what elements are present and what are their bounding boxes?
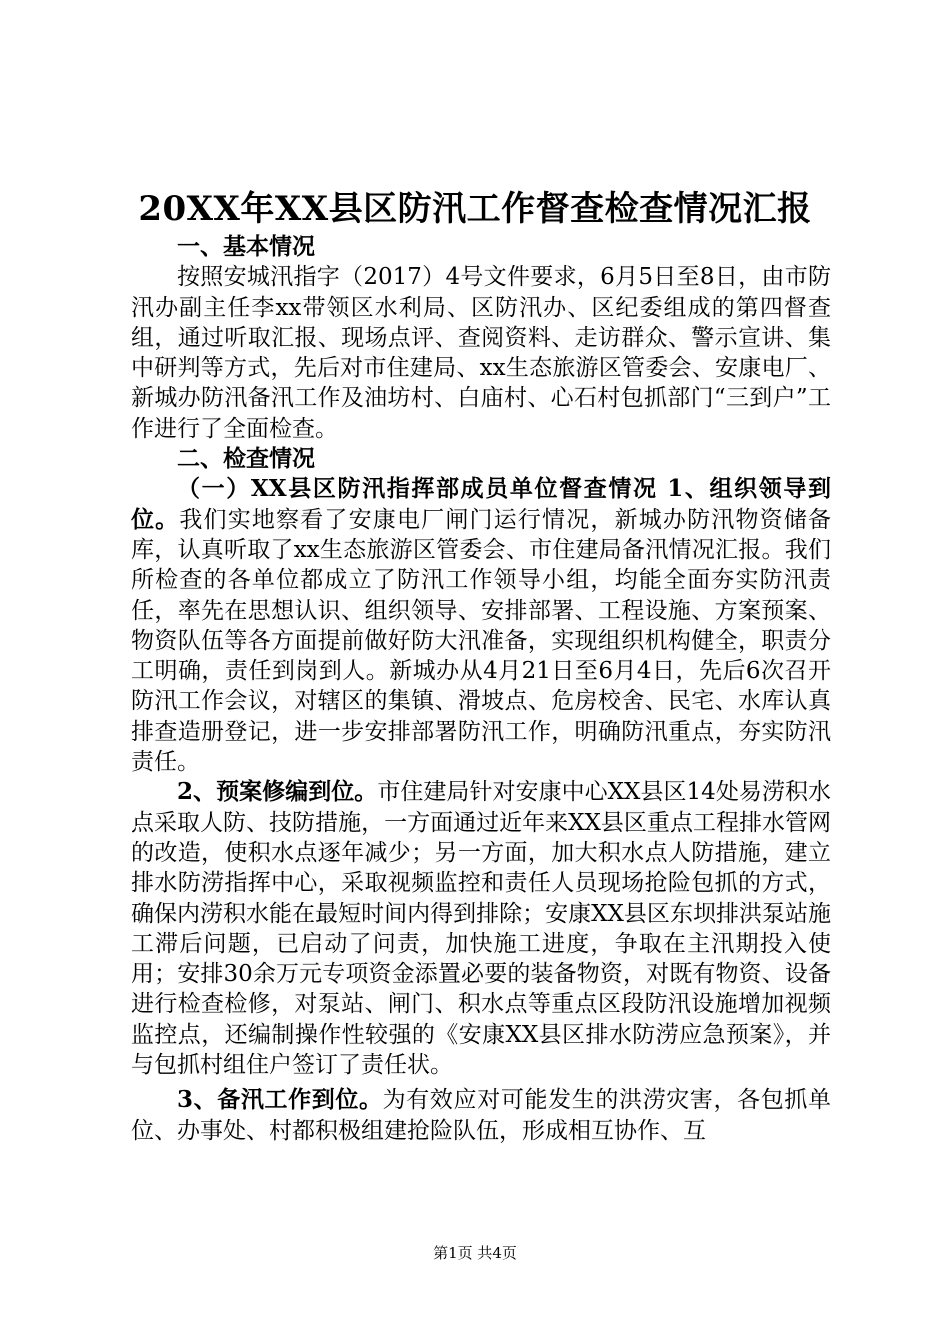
paragraph-organization-lead: （一）XX县区防汛指挥部成员单位督查情况 1、组织领导到位。 (131, 475, 831, 533)
section-heading-basic: 一、基本情况 (177, 233, 315, 260)
paragraph-flood-preparation (131, 1085, 831, 1146)
paragraph-organization (131, 474, 831, 777)
paragraph-organization-body: 我们实地察看了安康电厂闸门运行情况，新城办防汛物资储备库，认真听取了xx生态旅游区管委会、市住建局备汛情况汇报。我们所检查的各单位都成立了防汛工作领导小组，均能全面夯实防汛责任，率先在思想认识、组织领导、安排部署、工程设施、方案预案、物资队伍等各方面提前做好防大汛准备，实现组织机构健全，职责分工明确，责任到岗到人。新城办从4月21日至6月4日，先后6次召开防汛工作会议，对辖区的集镇、滑坡点、危房校舍、民宅、水库认真排查造册登记，进一步安排部署防汛工作，明确防汛重点，夯实防汛责任。 (131, 506, 832, 776)
paragraph-plan-revision-body: 市住建局针对安康中心XX县区14处易涝积水点采取人防、技防措施，一方面通过近年来XX县区重点工程排水管网的改造，使积水点逐年减少；另一方面，加大积水点人防措施，建立排水防涝指挥中心，采取视频监控和责任人员现场抢险包抓的方式，确保内涝积水能在最短时间内得到排除；安康XX县区东坝排洪泵站施工滞后问题，已启动了问责，加快施工进度，争取在主汛期投入使用；安排30余万元专项资金添置必要的装备物资，对既有物资、设备进行检查检修，对泵站、闸门、积水点等重点区段防汛设施增加视频监控点，还编制操作性较强的《安康XX县区排水防涝应急预案》，并与包抓村组住户签订了责任状。 (131, 779, 831, 1079)
paragraph-plan-revision (131, 777, 831, 1080)
document-body (131, 232, 831, 1146)
document-title: 20XX年XX县区防汛工作督查检查情况汇报 (138, 189, 812, 229)
section-heading-inspection: 二、检查情况 (177, 445, 315, 473)
page-footer: 第1页 共4页 (433, 1244, 517, 1262)
paragraph-basic-situation: 按照安城汛指字（2017）4号文件要求，6月5日至8日，由市防汛办副主任李xx带领区水利局、区防汛办、区纪委组成的第四督查组，通过听取汇报、现场点评、查阅资料、走访群众、警示宣讲、集中研判等方式，先后对市住建局、xx生态旅游区管委会、安康电厂、新城办防汛备汛工作及油坊村、白庙村、心石村包抓部门“三到户”工作进行了全面检查。 (131, 264, 831, 442)
paragraph-plan-revision-lead: 2、预案修编到位。 (177, 778, 378, 806)
paragraph-flood-preparation-body: 为有效应对可能发生的洪涝灾害，各包抓单位、办事处、村都积极组建抢险队伍，形成相互协作、互 (131, 1087, 831, 1144)
paragraph-flood-preparation-lead: 3、备汛工作到位。 (177, 1086, 383, 1114)
